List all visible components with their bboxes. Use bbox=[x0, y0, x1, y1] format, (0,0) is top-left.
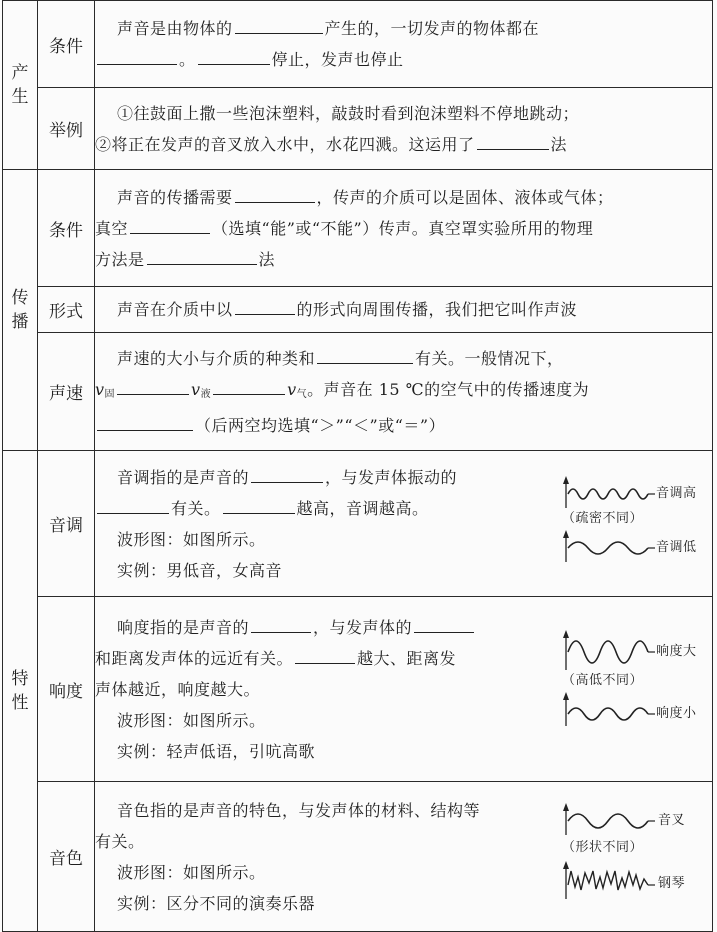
answer-blank[interactable] bbox=[477, 131, 549, 150]
waveform-caption: 响度小 bbox=[656, 705, 697, 721]
answer-blank[interactable] bbox=[147, 246, 257, 265]
answer-blank[interactable] bbox=[117, 376, 189, 395]
answer-blank[interactable] bbox=[251, 614, 311, 633]
pitch-waveform-figure bbox=[562, 462, 712, 582]
group-label-propagation bbox=[3, 170, 38, 451]
table-row bbox=[3, 597, 713, 782]
waveform-caption: 音叉 bbox=[658, 812, 686, 828]
answer-blank[interactable] bbox=[251, 464, 323, 483]
table-row bbox=[3, 782, 713, 932]
table-row bbox=[3, 88, 713, 170]
row-content: 声音在介质中以 的形式向周围传播，我们把它叫作声波 bbox=[95, 287, 713, 333]
row-label: 条件 bbox=[38, 1, 95, 88]
answer-blank[interactable] bbox=[414, 614, 474, 633]
group-label-characteristics bbox=[3, 451, 38, 932]
table-row bbox=[3, 170, 713, 287]
row-label: 音色 bbox=[38, 782, 95, 932]
answer-blank[interactable] bbox=[223, 495, 295, 514]
waveform-caption: 钢琴 bbox=[658, 875, 686, 891]
group-label-char: 传 bbox=[11, 288, 29, 308]
sound-knowledge-table bbox=[2, 0, 713, 932]
group-label-char: 播 bbox=[11, 312, 29, 332]
row-label: 举例 bbox=[38, 88, 95, 170]
table-row bbox=[3, 333, 713, 451]
answer-blank[interactable] bbox=[97, 46, 177, 65]
row-content: 声速的大小与介质的种类和 有关。一般情况下， v固 v液 v气。声音在 15 ℃的空气中的传播速度为 （后两空均选填“＞”“＜”或“＝”） bbox=[95, 333, 713, 451]
row-label: 音调 bbox=[38, 451, 95, 597]
row-content: ①往鼓面上撒一些泡沫塑料，敲鼓时看到泡沫塑料不停地跳动； ②将正在发声的音叉放入水中，水花四溅。这运用了 法 bbox=[95, 88, 713, 170]
answer-blank[interactable] bbox=[317, 345, 413, 364]
group-label-char: 性 bbox=[11, 693, 29, 713]
waveform-caption: （疏密不同） bbox=[562, 510, 644, 526]
answer-blank[interactable] bbox=[235, 15, 323, 34]
group-label-text bbox=[3, 61, 37, 109]
row-content: 音调指的是声音的 ，与发声体振动的 有关。 越高，音调越高。 波形图：如图所示。 实例：男低音，女高音 音调高 （疏密不同） 音调低 bbox=[95, 451, 713, 597]
row-content: 声音的传播需要 ，传声的介质可以是固体、液体或气体； 真空 （选填“能”或“不能”）传声。真空罩实验所用的物理 方法是 法 bbox=[95, 170, 713, 287]
answer-blank[interactable] bbox=[97, 412, 193, 431]
row-label: 响度 bbox=[38, 597, 95, 782]
row-label: 条件 bbox=[38, 170, 95, 287]
row-content: 响度指的是声音的 ，与发声体的 和距离发声体的远近有关。 越大、距离发 声体越近，响度越大。 波形图：如图所示。 实例：轻声低语，引吭高歌 响度大 （高低不同） 响度小 bbox=[95, 597, 713, 782]
waveform-caption: （高低不同） bbox=[562, 672, 644, 688]
waveform-caption: 响度大 bbox=[656, 643, 697, 659]
answer-blank[interactable] bbox=[295, 645, 355, 664]
answer-blank[interactable] bbox=[213, 376, 285, 395]
table-row bbox=[3, 451, 713, 597]
row-content: 声音是由物体的 产生的，一切发声的物体都在 。 停止，发声也停止 bbox=[95, 1, 713, 88]
row-content: 音色指的是声音的特色，与发声体的材料、结构等 有关。 波形图：如图所示。 实例：区分不同的演奏乐器 音叉 （形状不同） 钢琴 bbox=[95, 782, 713, 932]
answer-blank[interactable] bbox=[235, 296, 295, 315]
waveform-caption: 音调高 bbox=[656, 485, 697, 501]
waveform-caption: （形状不同） bbox=[562, 839, 644, 855]
group-label-production bbox=[3, 1, 38, 170]
group-label-char: 生 bbox=[11, 87, 29, 107]
answer-blank[interactable] bbox=[198, 46, 270, 65]
answer-blank[interactable] bbox=[97, 495, 169, 514]
waveform-caption: 音调低 bbox=[656, 539, 697, 555]
answer-blank[interactable] bbox=[130, 215, 210, 234]
answer-blank[interactable] bbox=[235, 184, 315, 203]
group-label-char: 特 bbox=[11, 669, 29, 689]
loudness-waveform-figure bbox=[562, 622, 712, 742]
table-row bbox=[3, 1, 713, 88]
group-label-char: 产 bbox=[11, 63, 29, 83]
row-label: 声速 bbox=[38, 333, 95, 451]
table-row bbox=[3, 287, 713, 333]
row-label: 形式 bbox=[38, 287, 95, 333]
timbre-waveform-figure bbox=[562, 795, 712, 913]
